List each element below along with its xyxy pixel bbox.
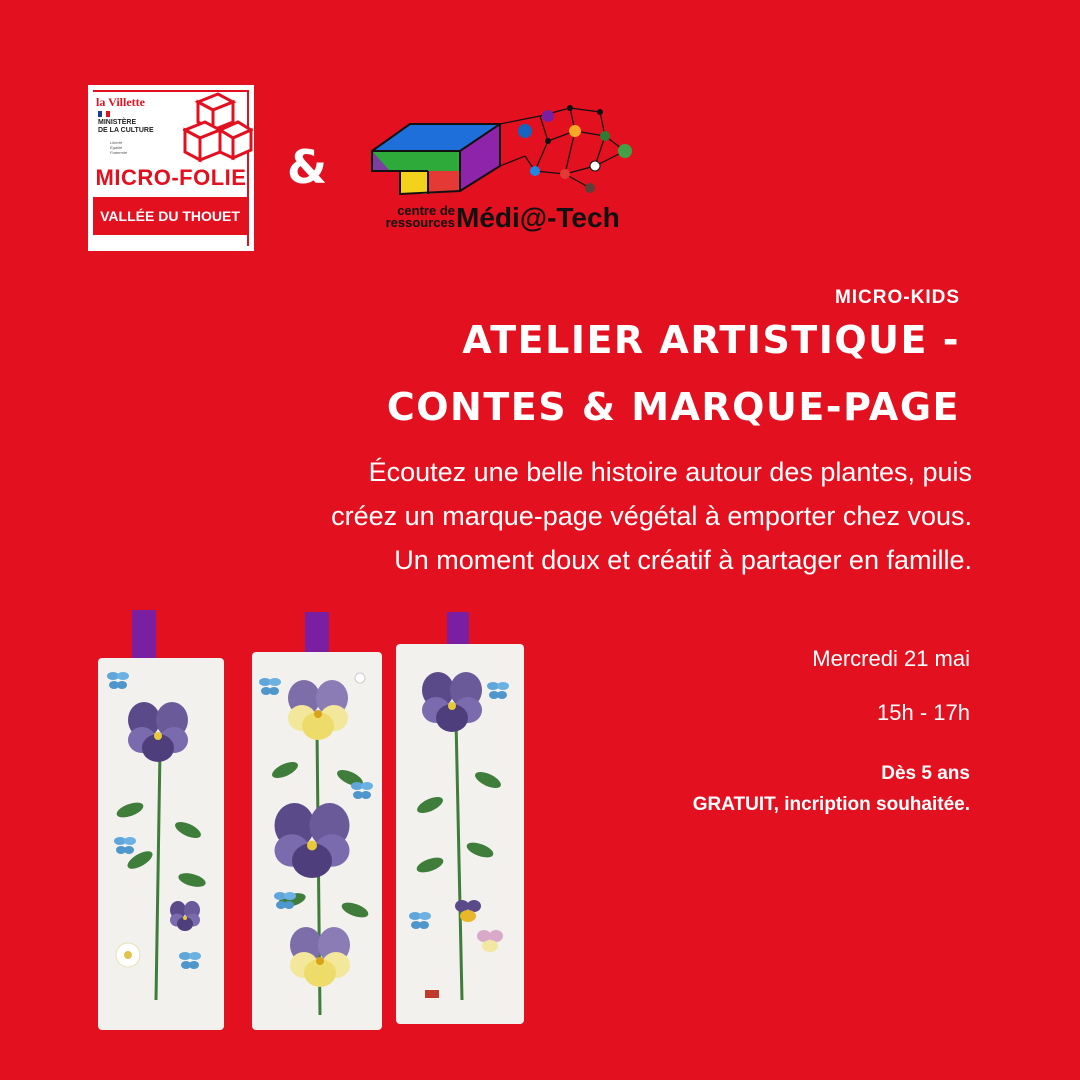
event-price: GRATUIT, incription souhaitée. xyxy=(692,794,970,815)
event-description xyxy=(152,450,972,582)
event-date: Mercredi 21 mai xyxy=(812,646,970,671)
micro-folie-subtitle-band xyxy=(93,197,247,235)
ampersand-separator: & xyxy=(287,140,328,194)
description-line: Un moment doux et créatif à partager en famille. xyxy=(394,545,972,575)
la-villette-brand: la Villette xyxy=(96,95,145,109)
republic-motto: Liberté Égalité Fraternité xyxy=(110,140,128,155)
event-age: Dès 5 ans xyxy=(881,763,970,784)
cubes-icon xyxy=(183,90,253,170)
event-tag: MICRO-KIDS xyxy=(834,287,960,308)
description-line: créez un marque-page végétal à emporter chez vous. xyxy=(331,501,972,531)
mediatech-caption-small: centre de ressources xyxy=(385,203,455,230)
french-flag-icon xyxy=(98,111,110,117)
description-line: Écoutez une belle histoire autour des plantes, puis xyxy=(368,457,972,487)
mediatech-wordmark xyxy=(360,203,640,237)
ministry-label: MINISTÈRE DE LA CULTURE xyxy=(98,119,154,134)
micro-folie-subtitle: VALLÉE DU THOUET xyxy=(100,208,240,224)
event-time: 15h - 17h xyxy=(877,700,970,725)
micro-folie-title: MICRO-FOLIE xyxy=(95,165,247,190)
micro-folie-logo xyxy=(88,85,254,251)
mediatech-caption-large: Médi@-Tech xyxy=(456,202,620,233)
event-title-line-2: CONTES & MARQUE-PAGE xyxy=(386,385,960,429)
event-title-line-1: ATELIER ARTISTIQUE - xyxy=(462,318,960,362)
pressed-flower-bookmarks-illustration xyxy=(80,600,560,1060)
